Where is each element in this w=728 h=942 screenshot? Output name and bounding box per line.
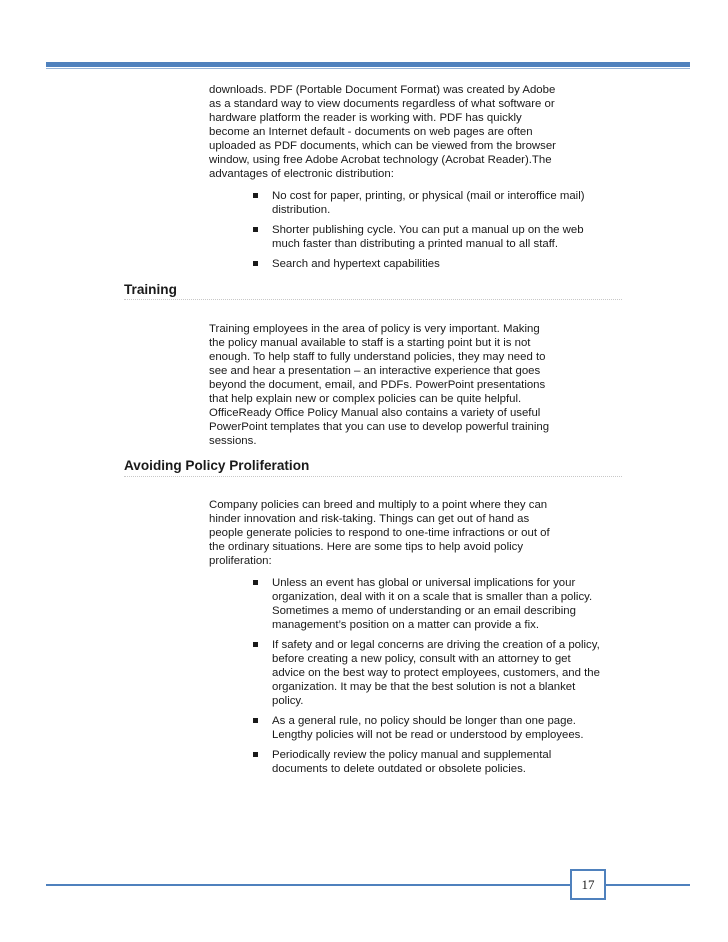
- square-bullet-icon: [253, 227, 258, 232]
- square-bullet-icon: [253, 261, 258, 266]
- footer-rule-left: [46, 884, 570, 886]
- list-item: No cost for paper, printing, or physical (mail or interoffice mail) distribution.: [209, 189, 621, 217]
- list-item: Shorter publishing cycle. You can put a manual up on the web much faster than distributing a printed manual to all staff.: [209, 223, 621, 251]
- list-item: Periodically review the policy manual and supplemental documents to delete outdated or obsolete policies.: [209, 748, 621, 776]
- list-item: As a general rule, no policy should be longer than one page. Lengthy policies will not be read or understood by employees.: [209, 714, 621, 742]
- advantages-list: [209, 189, 621, 277]
- proliferation-paragraph: Company policies can breed and multiply to a point where they can hinder innovation and risk-taking. Things can get out of hand as people generate policies to respond to one-time infractions or out of the ordinary situations. Here are some tips to help avoid policy proliferation:: [209, 499, 550, 567]
- list-item: Unless an event has global or universal implications for your organization, deal with it on a scale that is smaller than a policy. Sometimes a memo of understanding or an email describing management’s position on a matter can provide a fix.: [209, 576, 621, 632]
- page-number: 17: [570, 869, 606, 900]
- header-rule: [46, 62, 690, 67]
- proliferation-tips-list: [209, 576, 621, 782]
- list-item: Search and hypertext capabilities: [209, 257, 621, 271]
- training-heading: Training: [124, 282, 177, 297]
- training-paragraph: Training employees in the area of policy is very important. Making the policy manual available to staff is a starting point but it is not enough. To help staff to fully understand policies, they may need to see and hear a presentation – an interactive experience that goes beyond the document, email, and PDFs. PowerPoint presentations that help explain new or complex policies can be quite helpful. OfficeReady Office Policy Manual also contains a variety of useful PowerPoint templates that you can use to develop powerful training sessions.: [209, 323, 550, 447]
- proliferation-heading-rule: [124, 476, 622, 477]
- square-bullet-icon: [253, 752, 258, 757]
- list-item: If safety and or legal concerns are driving the creation of a policy, before creating a new policy, consult with an attorney to get advice on the best way to protect employees, customers, and the organization. It may be that the best solution is not a blanket policy.: [209, 638, 621, 708]
- square-bullet-icon: [253, 642, 258, 647]
- square-bullet-icon: [253, 718, 258, 723]
- intro-paragraph: downloads. PDF (Portable Document Format) was created by Adobe as a standard way to view documents regardless of what software or hardware platform the reader is working with. PDF has quickly become an Internet default - documents on web pages are often uploaded as PDF documents, which can be viewed from the browser window, using free Adobe Acrobat technology (Acrobat Reader).The advantages of electronic distribution:: [209, 84, 556, 180]
- training-heading-rule: [124, 299, 622, 300]
- square-bullet-icon: [253, 580, 258, 585]
- footer-rule-right: [606, 884, 690, 886]
- proliferation-heading: Avoiding Policy Proliferation: [124, 458, 310, 473]
- square-bullet-icon: [253, 193, 258, 198]
